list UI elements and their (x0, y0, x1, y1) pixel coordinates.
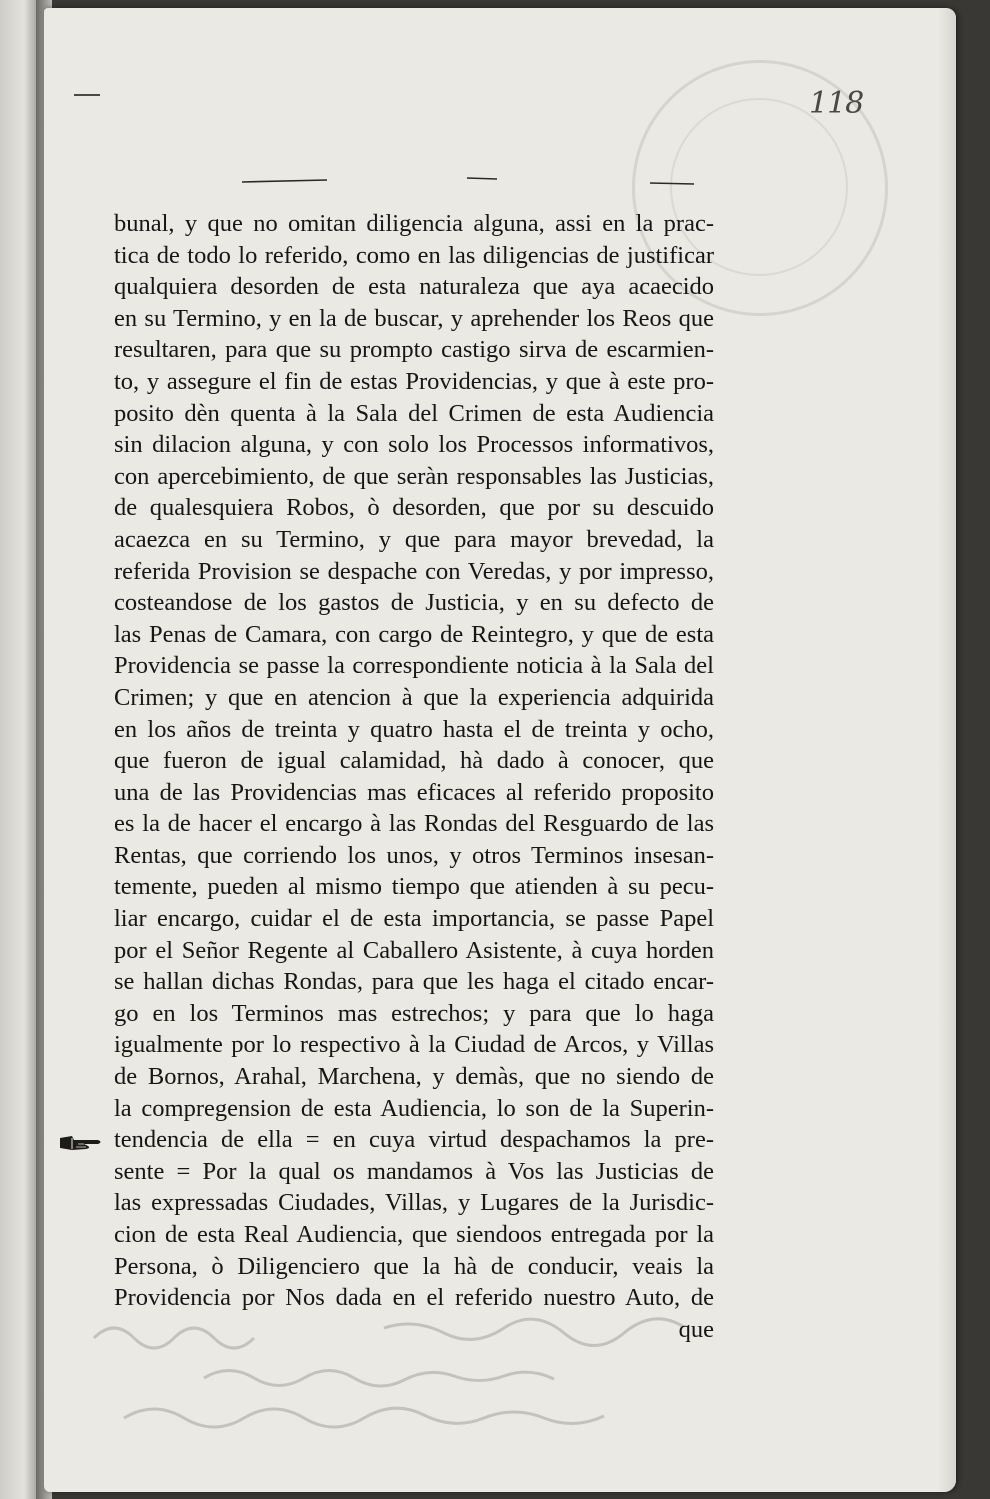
text-line: sente = Por la qual os mandamos à Vos las Justicias de (114, 1157, 714, 1185)
text-line: posito dèn quenta à la Sala del Crimen de esta Audiencia (114, 399, 714, 427)
text-line: una de las Providencias mas eficaces al referido proposito (114, 778, 714, 806)
text-line: que fueron de igual calamidad, hà dado à conocer, que (114, 747, 714, 775)
text-line: referida Provision se despache con Veredas, y por impresso, (114, 557, 714, 585)
catchword: que (678, 1315, 714, 1343)
text-line: bunal, y que no omitan diligencia alguna, assi en la prac- (114, 210, 714, 237)
text-line: liar encargo, cuidar el de esta importancia, se passe Papel (114, 905, 714, 933)
text-line: es la de hacer el encargo à las Rondas del Resguardo de las (114, 810, 714, 838)
page-right-edge (938, 8, 956, 1492)
text-line: temente, pueden al mismo tiempo que atienden à su pecu- (114, 873, 714, 901)
text-line: de Bornos, Arahal, Marchena, y demàs, que no siendo de (114, 1063, 714, 1091)
text-line: tendencia de ella = en cuya virtud despachamos la pre- (114, 1126, 714, 1154)
corner-mark (74, 94, 100, 96)
text-line: igualmente por lo respectivo à la Ciudad de Arcos, y Villas (114, 1031, 714, 1059)
text-line: con apercebimiento, de que seràn responsables las Justicias, (114, 462, 714, 490)
header-ornament-rule (232, 170, 712, 190)
text-line: de qualesquiera Robos, ò desorden, que por su descuido (114, 494, 714, 522)
pointing-hand-icon (58, 1132, 104, 1154)
text-line: en su Termino, y en la de buscar, y aprehender los Reos que (114, 304, 714, 332)
text-line: se hallan dichas Rondas, para que les haga el citado encar- (114, 968, 714, 996)
text-line: por el Señor Regente al Caballero Asistente, à cuya horden (114, 936, 714, 964)
text-line: las Penas de Camara, con cargo de Reintegro, y que de esta (114, 620, 714, 648)
text-line: Providencia por Nos dada en el referido nuestro Auto, de (114, 1284, 714, 1312)
text-line: sin dilacion alguna, y con solo los Processos informativos, (114, 431, 714, 459)
text-line: en los años de treinta y quatro hasta el de treinta y ocho, (114, 715, 714, 743)
text-line: go en los Terminos mas estrechos; y para que lo haga (114, 999, 714, 1027)
text-line: costeandose de los gastos de Justicia, y en su defecto de (114, 589, 714, 617)
text-line: Persona, ò Diligenciero que la hà de conducir, veais la (114, 1252, 714, 1280)
text-line: la compregension de esta Audiencia, lo son de la Superin- (114, 1094, 714, 1122)
text-line: Providencia se passe la correspondiente noticia à la Sala del (114, 652, 714, 680)
text-line: resultaren, para que su prompto castigo sirva de escarmien- (114, 336, 714, 364)
text-line: acaezca en su Termino, y que para mayor brevedad, la (114, 525, 714, 553)
document-page (44, 8, 956, 1492)
body-text-block (114, 208, 714, 1345)
folio-number: 118 (809, 86, 864, 121)
text-line: cion de esta Real Audiencia, que siendoos entregada por la (114, 1221, 714, 1248)
text-line: tica de todo lo referido, como en las diligencias de justificar (114, 241, 714, 269)
text-line: to, y assegure el fin de estas Providencias, y que à este pro- (114, 367, 714, 395)
previous-page-edge (0, 0, 40, 1499)
text-line: las expressadas Ciudades, Villas, y Lugares de la Jurisdic- (114, 1189, 714, 1217)
text-line: Rentas, que corriendo los unos, y otros Terminos insesan- (114, 841, 714, 869)
text-line: Crimen; y que en atencion à que la experiencia adquirida (114, 683, 714, 711)
text-line: qualquiera desorden de esta naturaleza que aya acaecido (114, 273, 714, 301)
